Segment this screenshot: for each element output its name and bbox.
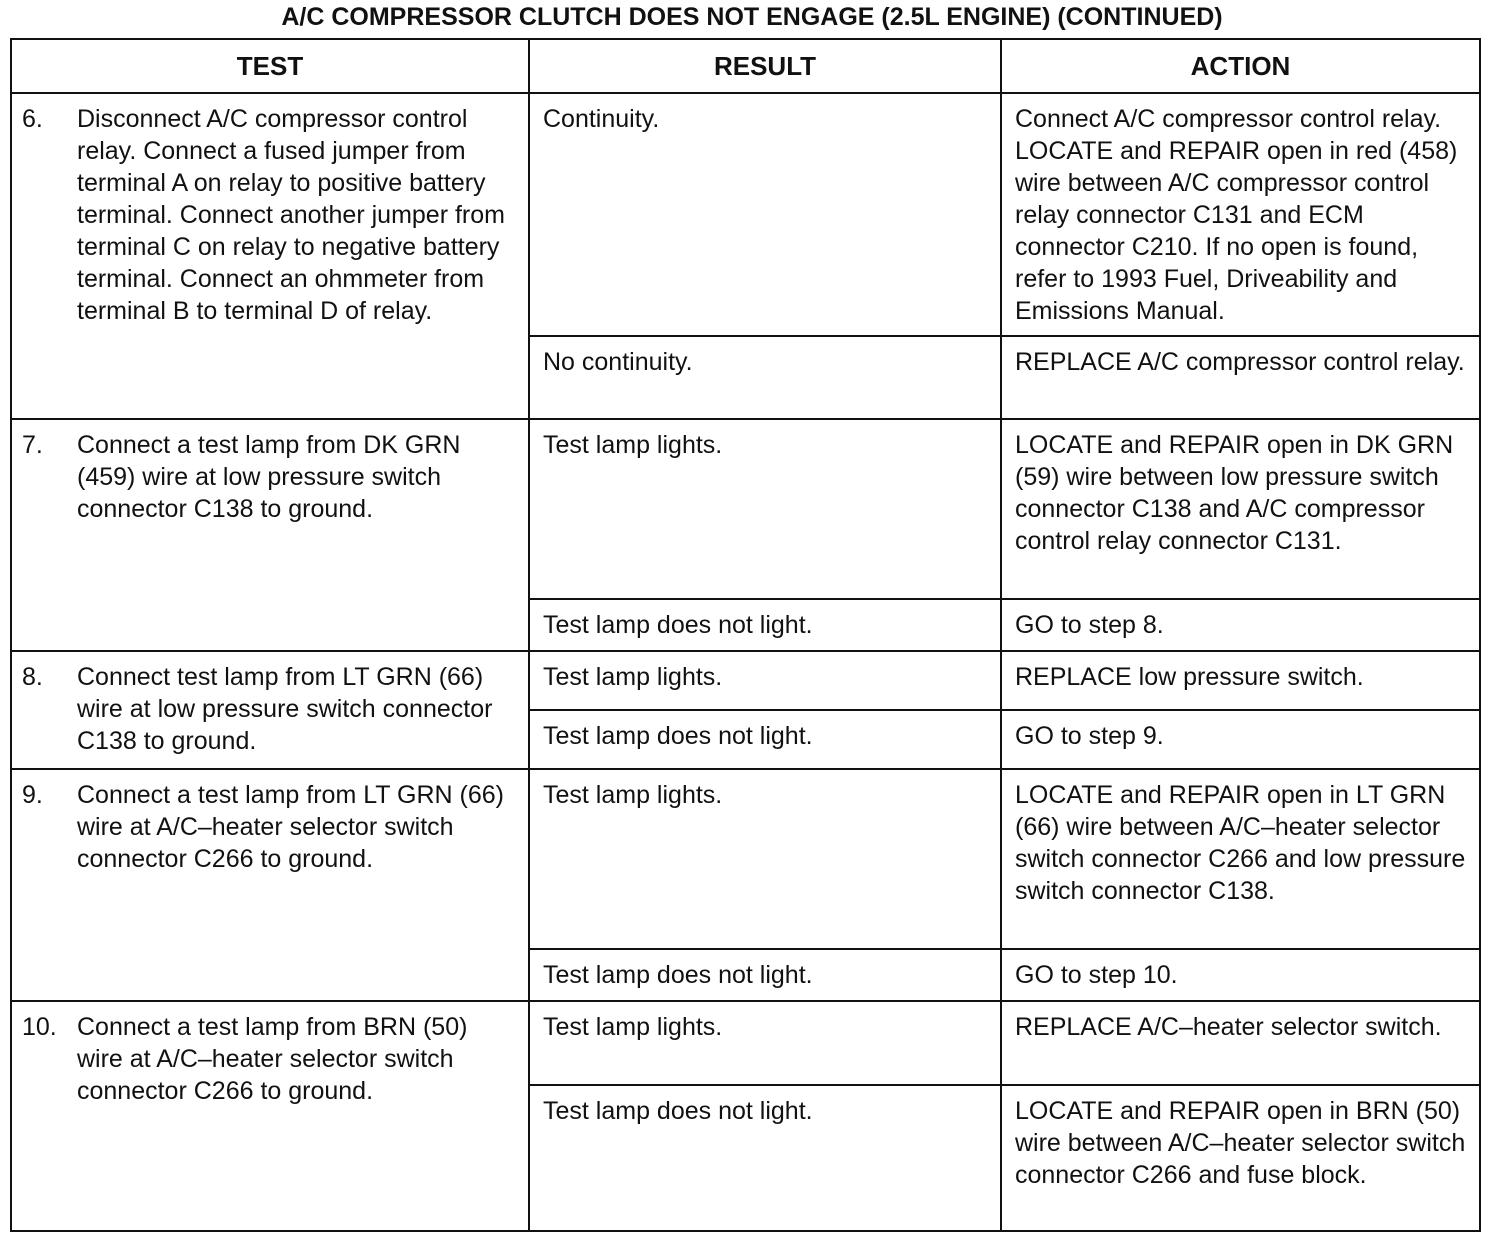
step-number: 10.	[22, 1013, 57, 1041]
table-row	[11, 419, 1480, 599]
step-number: 7.	[22, 431, 43, 459]
result-cell: Test lamp lights.	[529, 1001, 1001, 1085]
step-test-text: Connect test lamp from LT GRN (66) wire at low pressure switch connector C138 to ground.	[77, 663, 493, 755]
step-test-text: Connect a test lamp from DK GRN (459) wire at low pressure switch connector C138 to ground.	[77, 431, 461, 523]
column-header-test: TEST	[11, 39, 529, 93]
column-header-result: RESULT	[529, 39, 1001, 93]
test-cell-step-7	[11, 419, 529, 651]
action-cell: GO to step 9.	[1001, 710, 1480, 769]
action-cell: Connect A/C compressor control relay. LOCATE and REPAIR open in red (458) wire between A/C compressor control relay connector C131 and ECM connector C210. If no open is found, refer to 1993 Fuel, Driveability and Emissions Manual.	[1001, 93, 1480, 336]
step-test-text: Connect a test lamp from BRN (50) wire at A/C–heater selector switch connector C266 to ground.	[77, 1013, 468, 1105]
step-test-text: Connect a test lamp from LT GRN (66) wire at A/C–heater selector switch connector C266 to ground.	[77, 781, 505, 873]
action-cell: REPLACE low pressure switch.	[1001, 651, 1480, 710]
test-cell-step-6	[11, 93, 529, 419]
result-cell: Test lamp does not light.	[529, 599, 1001, 651]
column-header-action: ACTION	[1001, 39, 1480, 93]
table-row	[11, 651, 1480, 710]
result-cell: Test lamp does not light.	[529, 710, 1001, 769]
table-row	[11, 93, 1480, 336]
action-cell: GO to step 8.	[1001, 599, 1480, 651]
test-cell-step-8	[11, 651, 529, 769]
test-cell-step-9	[11, 769, 529, 1001]
step-number: 8.	[22, 663, 43, 691]
step-number: 9.	[22, 781, 43, 809]
action-cell: LOCATE and REPAIR open in DK GRN (59) wire between low pressure switch connector C138 and A/C compressor control relay connector C131.	[1001, 419, 1480, 599]
result-cell: Continuity.	[529, 93, 1001, 336]
diagnostic-table	[10, 38, 1481, 1232]
step-test-text: Disconnect A/C compressor control relay. Connect a fused jumper from terminal A on relay to positive battery terminal. Connect another jumper from terminal C on relay to negative battery terminal. Connect an ohmmeter from terminal B to terminal D of relay.	[77, 105, 505, 325]
header-row	[11, 39, 1480, 93]
test-cell-step-10	[11, 1001, 529, 1231]
result-cell: Test lamp lights.	[529, 651, 1001, 710]
action-cell: LOCATE and REPAIR open in BRN (50) wire between A/C–heater selector switch connector C266 and fuse block.	[1001, 1085, 1480, 1231]
action-cell: GO to step 10.	[1001, 949, 1480, 1001]
result-cell: Test lamp lights.	[529, 769, 1001, 949]
table-row	[11, 769, 1480, 949]
result-cell: Test lamp does not light.	[529, 1085, 1001, 1231]
action-cell: LOCATE and REPAIR open in LT GRN (66) wire between A/C–heater selector switch connector C266 and low pressure switch connector C138.	[1001, 769, 1480, 949]
action-cell: REPLACE A/C–heater selector switch.	[1001, 1001, 1480, 1085]
step-number: 6.	[22, 105, 43, 133]
result-cell: Test lamp lights.	[529, 419, 1001, 599]
result-cell: Test lamp does not light.	[529, 949, 1001, 1001]
action-cell: REPLACE A/C compressor control relay.	[1001, 336, 1480, 419]
table-row	[11, 1001, 1480, 1085]
page-title: A/C COMPRESSOR CLUTCH DOES NOT ENGAGE (2.5L ENGINE) (CONTINUED)	[281, 3, 1223, 31]
result-cell: No continuity.	[529, 336, 1001, 419]
